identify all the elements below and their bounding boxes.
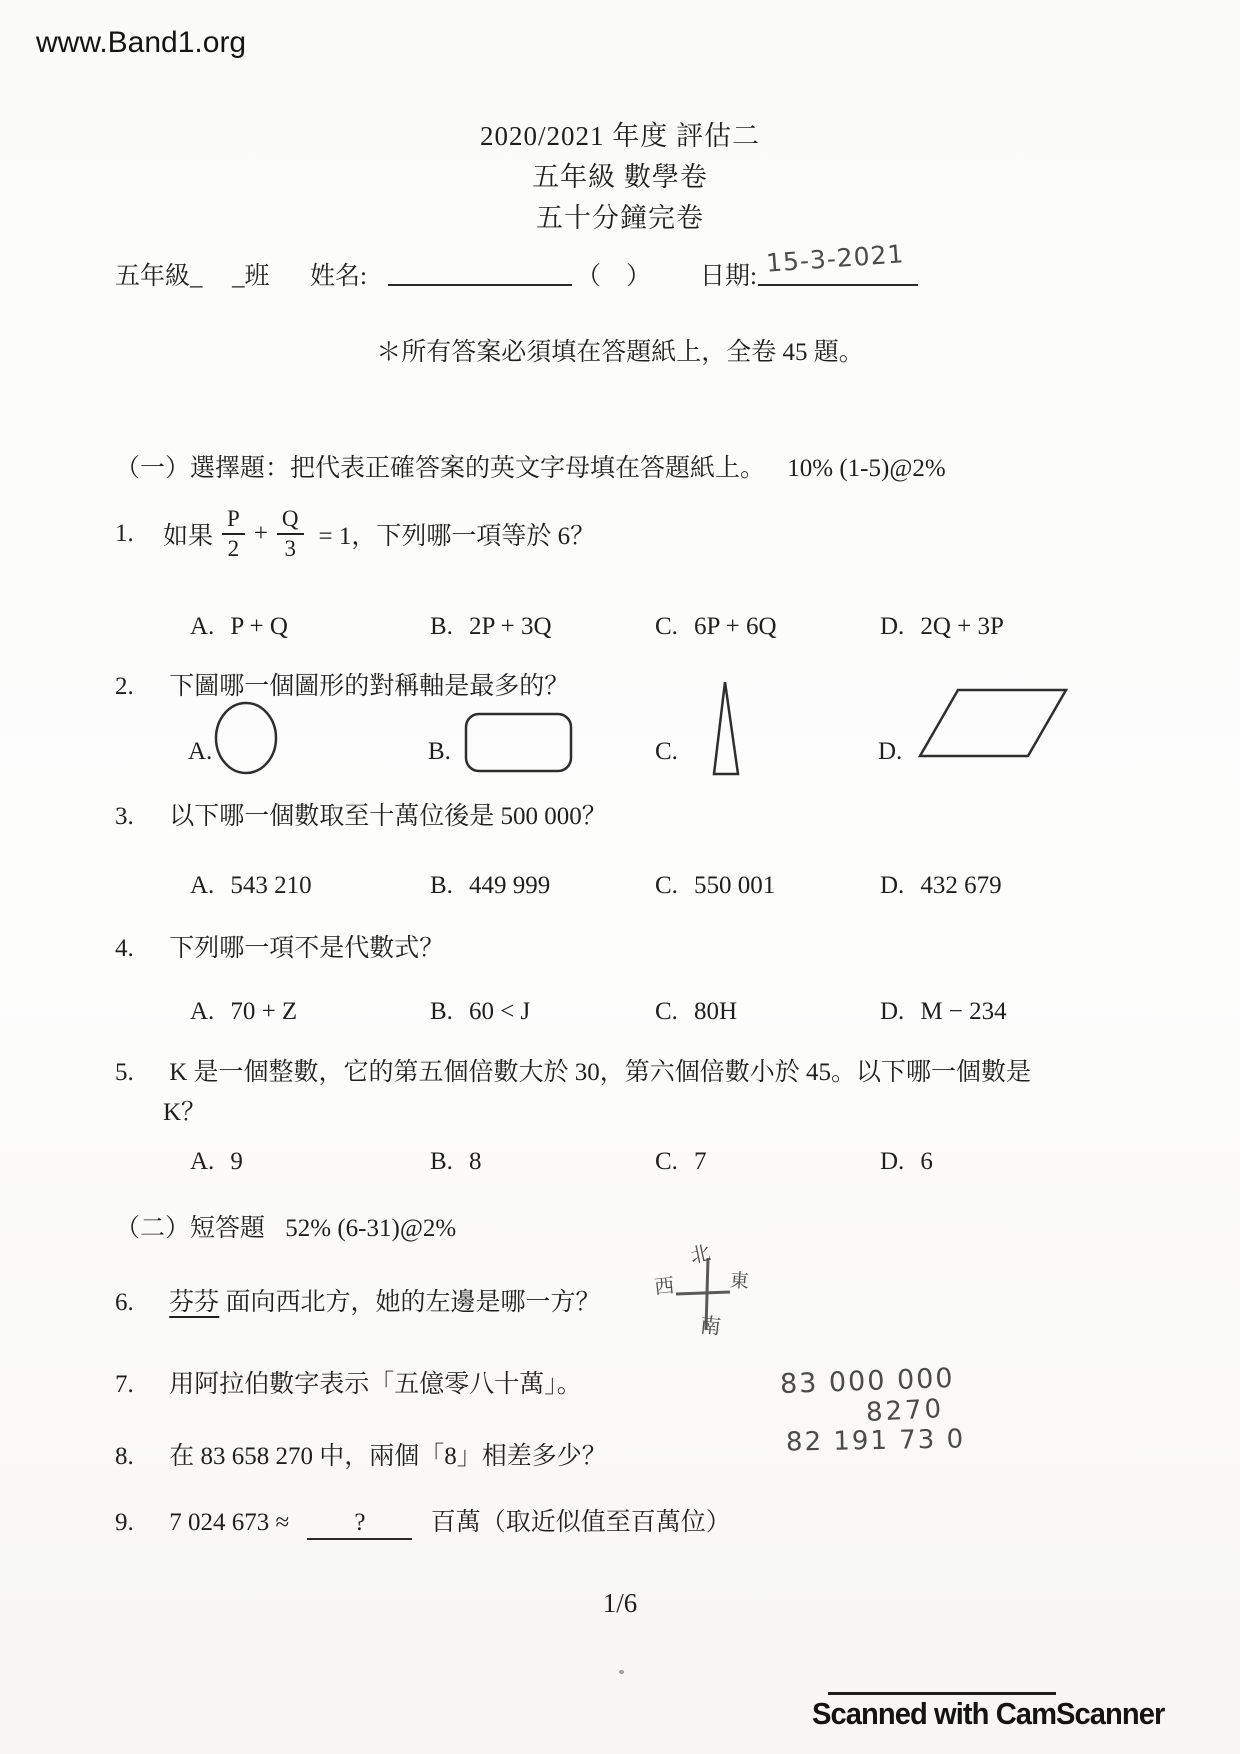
q3-option-a: A. 543 210 <box>190 872 312 899</box>
q2-option-b-label: B. <box>428 738 451 765</box>
question-3 <box>115 796 1195 832</box>
q4-option-d: D. M − 234 <box>880 998 1007 1025</box>
question-9 <box>115 1502 1195 1540</box>
q2-option-d-label: D. <box>878 738 903 765</box>
grade-label: 五年級_ <box>115 263 203 290</box>
q1-option-c: C. 6P + 6Q <box>655 613 777 640</box>
question-5 <box>115 1052 1195 1088</box>
camscanner-label: Scanned with CamScanner <box>812 1696 1165 1731</box>
question-1 <box>115 492 595 576</box>
question-1-post: = 1，下列哪一項等於 6？ <box>318 523 596 550</box>
title-line-1: 2020/2021 年度 評估二 <box>479 121 760 151</box>
handwritten-number-line2: 8270 <box>865 1393 945 1429</box>
name-blank <box>388 284 572 286</box>
question-8-stem: 在 83 658 270 中，兩個「8」相差多少？ <box>169 1443 607 1470</box>
question-5-stem-line1: K 是一個整數，它的第五個倍數大於 30，第六個倍數小於 45。以下哪一個數是 <box>169 1059 1032 1086</box>
rounded-rectangle-shape <box>464 712 574 774</box>
q5-option-a: A. 9 <box>190 1148 243 1175</box>
handwritten-compass-doodle <box>638 1240 758 1350</box>
name-label: 姓名: <box>310 263 367 290</box>
q4-option-a: A. 70 + Z <box>190 998 298 1025</box>
page-number: 1/6 <box>602 1588 638 1618</box>
question-4 <box>115 928 1195 964</box>
question-9-number: 9. <box>115 1509 134 1536</box>
q2-option-c-label: C. <box>655 738 678 765</box>
date-label: 日期: <box>700 263 757 290</box>
fraction-q-over-3: $\frac{Q}{3}$ <box>277 506 304 563</box>
narrow-triangle-shape <box>710 680 742 778</box>
fraction-p-over-2: $\frac{P}{2}$ <box>222 506 245 563</box>
q3-option-b: B. 449 999 <box>430 872 551 899</box>
q1-option-d: D. 2Q + 3P <box>880 613 1004 640</box>
compass-south-label: 南 <box>698 1312 723 1340</box>
q4-option-c: C. 80H <box>655 998 737 1025</box>
question-9-answer-blank: ? <box>307 1509 412 1540</box>
question-9-post: 百萬（取近似值至百萬位） <box>430 1509 731 1536</box>
question-7 <box>115 1364 1195 1400</box>
title-line-2: 五年級 數學卷 <box>532 162 708 192</box>
compass-north-label: 北 <box>688 1240 713 1268</box>
paren-open: （ <box>576 263 602 290</box>
q5-option-d: D. 6 <box>880 1148 933 1175</box>
paren-close: ） <box>626 263 652 290</box>
q1-option-a: A. P + Q <box>190 613 288 640</box>
q3-option-c: C. 550 001 <box>655 872 776 899</box>
question-3-stem: 以下哪一個數取至十萬位後是 500 000？ <box>169 803 607 830</box>
section-two-heading <box>115 1208 456 1244</box>
handwritten-number-line1: 83 000 000 <box>779 1362 956 1401</box>
question-2-number: 2. <box>115 673 134 700</box>
scan-artifact-dot <box>619 1670 624 1674</box>
title-line-3: 五十分鐘完卷 <box>536 203 704 233</box>
question-6-name: 芬芬 <box>169 1289 220 1316</box>
question-2-stem: 下圖哪一個圖形的對稱軸是最多的？ <box>169 673 570 700</box>
question-5-number: 5. <box>115 1059 134 1086</box>
question-1-number: 1. <box>115 520 134 547</box>
question-5-stem-line2: K？ <box>163 1099 207 1126</box>
q5-option-c: C. 7 <box>655 1148 707 1175</box>
question-5-options <box>115 1148 1195 1184</box>
parallelogram-shape <box>918 688 1070 760</box>
date-handwritten-value: 15-3-2021 <box>765 239 906 278</box>
handwritten-number-line3: 82 191 73 0 <box>785 1424 966 1458</box>
question-8-number: 8. <box>115 1443 134 1470</box>
watermark-url: www.Band1.org <box>36 26 247 59</box>
section-one-text: （一）選擇題：把代表正確答案的英文字母填在答題紙上。 <box>115 455 766 482</box>
compass-west-label: 西 <box>652 1273 676 1299</box>
question-6-stem: 面向西北方，她的左邊是哪一方？ <box>225 1289 601 1316</box>
q4-option-b: B. 60 < J <box>430 998 531 1025</box>
question-3-options <box>115 872 1195 908</box>
section-two-marks: 52% (6-31)@2% <box>285 1215 457 1242</box>
section-two-text: （二）短答題 <box>115 1215 266 1242</box>
class-label: _班 <box>232 263 270 290</box>
camscanner-line <box>828 1692 1056 1695</box>
question-9-pre: 7 024 673 ≈ <box>169 1509 290 1536</box>
compass-east-label: 東 <box>729 1269 750 1293</box>
section-one-heading <box>115 448 946 484</box>
question-7-number: 7. <box>115 1371 134 1398</box>
question-6-number: 6. <box>115 1289 134 1316</box>
question-1-pre: 如果 <box>163 523 214 550</box>
section-one-marks: 10% (1-5)@2% <box>787 455 946 482</box>
circle-shape <box>213 700 279 776</box>
question-4-number: 4. <box>115 935 134 962</box>
q2-option-a-label: A. <box>188 738 213 765</box>
question-7-stem: 用阿拉伯數字表示「五億零八十萬」。 <box>169 1371 582 1398</box>
plus-sign: + <box>253 520 268 547</box>
question-1-options <box>115 613 1195 649</box>
q1-option-b: B. 2P + 3Q <box>430 613 552 640</box>
question-8 <box>115 1436 1195 1472</box>
date-blank <box>758 284 918 286</box>
q5-option-b: B. 8 <box>430 1148 482 1175</box>
question-4-stem: 下列哪一項不是代數式？ <box>169 935 445 962</box>
question-4-options <box>115 998 1195 1034</box>
notice: ＊所有答案必須填在答題紙上，全卷 45 題。 <box>376 339 864 366</box>
q3-option-d: D. 432 679 <box>880 872 1002 899</box>
question-3-number: 3. <box>115 803 134 830</box>
